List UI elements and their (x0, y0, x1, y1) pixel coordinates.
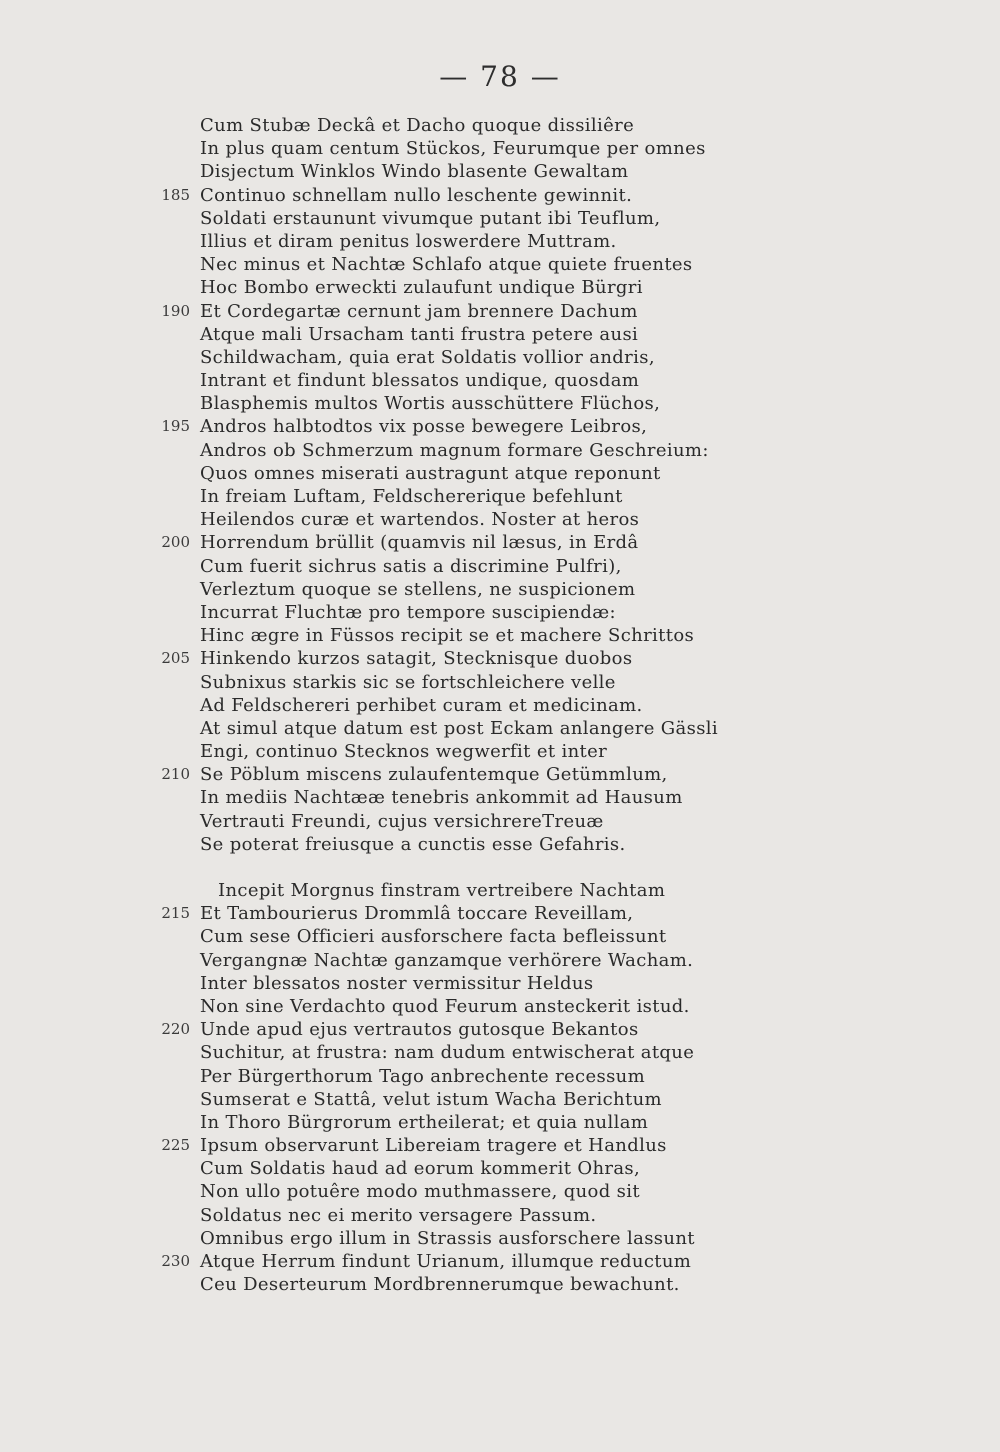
stanza (0, 114, 1000, 856)
line-number: 225 (161, 1136, 190, 1155)
verse-line (0, 276, 1000, 299)
stanza (0, 879, 1000, 1296)
verse-line (0, 1204, 1000, 1227)
line-text: Hinkendo kurzos satagit, Stecknisque duobos (200, 648, 633, 670)
line-text: Soldati erstaununt vivumque putant ibi Teuflum, (200, 207, 661, 229)
line-text: Nec minus et Nachtæ Schlafo atque quiete fruentes (200, 254, 693, 276)
line-text: Vergangnæ Nachtæ ganzamque verhörere Wacham. (200, 949, 694, 971)
line-text: Hinc ægre in Füssos recipit se et machere Schrittos (200, 625, 695, 647)
verse-line (0, 717, 1000, 740)
line-text: Se poterat freiusque a cunctis esse Gefahris. (200, 833, 626, 855)
line-text: Atque Herrum findunt Urianum, illumque reductum (200, 1251, 692, 1272)
verse-line (0, 740, 1000, 763)
verse-line (0, 1227, 1000, 1250)
line-text: Illius et diram penitus loswerdere Muttram. (200, 230, 617, 252)
line-text: Blasphemis multos Wortis ausschüttere Flüchos, (200, 393, 661, 415)
line-text: In mediis Nachtææ tenebris ankommit ad Hausum (200, 787, 683, 809)
line-text: Heilendos curæ et wartendos. Noster at heros (200, 509, 640, 531)
line-text: Inter blessatos noster vermissitur Heldus (200, 972, 594, 994)
line-text: Omnibus ergo illum in Strassis ausforschere lassunt (200, 1227, 695, 1249)
verse-line (0, 949, 1000, 972)
verse-line (0, 392, 1000, 415)
verse-line (0, 439, 1000, 462)
line-text: Et Cordegartæ cernunt jam brennere Dachum (200, 300, 638, 322)
verse-line (0, 1157, 1000, 1180)
line-text: At simul atque datum est post Eckam anlangere Gässli (200, 717, 718, 739)
line-text: Andros ob Schmerzum magnum formare Geschreium: (200, 439, 709, 461)
line-number: 210 (161, 765, 190, 784)
verse-line (0, 207, 1000, 230)
line-text: Cum Stubæ Deckâ et Dacho quoque dissiliêre (200, 115, 635, 136)
line-text: In freiam Luftam, Feldschererique befehlunt (200, 486, 623, 507)
verse-line (0, 925, 1000, 948)
line-text: Schildwacham, quia erat Soldatis vollior andris, (200, 346, 655, 368)
verse-line (0, 485, 1000, 508)
verse-line (0, 879, 1000, 902)
verse-line (0, 647, 1000, 670)
line-text: Atque mali Ursacham tanti frustra petere ausi (200, 323, 639, 345)
line-text: Ipsum observarunt Libereiam tragere et Handlus (200, 1135, 667, 1157)
verse-line (0, 300, 1000, 323)
line-text: Horrendum brüllit (quamvis nil læsus, in Erdâ (200, 532, 639, 554)
line-number: 215 (161, 904, 190, 923)
verse-line (0, 624, 1000, 647)
line-text: Subnixus starkis sic se fortschleichere velle (200, 671, 616, 693)
line-number: 185 (161, 185, 190, 204)
line-text: Continuo schnellam nullo leschente gewinnit. (200, 184, 633, 206)
verse-line (0, 508, 1000, 531)
verse-line (0, 184, 1000, 207)
line-text: Andros halbtodtos vix posse bewegere Leibros, (200, 416, 648, 438)
line-text: Ad Feldschereri perhibet curam et medicinam. (200, 694, 643, 716)
line-text: Cum fuerit sichrus satis a discrimine Pulfri), (200, 555, 622, 577)
line-number: 230 (161, 1252, 190, 1270)
verse-line (0, 1088, 1000, 1111)
line-number: 190 (161, 301, 190, 320)
verse-line (0, 972, 1000, 995)
line-text: Vertrauti Freundi, cujus versichrereTreuæ (200, 810, 604, 832)
verse-line (0, 1111, 1000, 1134)
verse-line (0, 763, 1000, 786)
line-text: Incepit Morgnus finstram vertreibere Nachtam (218, 880, 666, 901)
verse-line (0, 1065, 1000, 1088)
line-text: Hoc Bombo erweckti zulaufunt undique Bürgri (200, 277, 643, 299)
line-number: 200 (161, 533, 190, 552)
verse-line (0, 995, 1000, 1018)
page-number: — 78 — (439, 60, 561, 93)
verse-line (0, 137, 1000, 160)
verse-line (0, 1273, 1000, 1296)
verse-line (0, 601, 1000, 624)
verse-line (0, 1018, 1000, 1041)
line-text: Non ullo potuêre modo muthmassere, quod sit (200, 1181, 640, 1203)
line-text: Suchitur, at frustra: nam dudum entwischerat atque (200, 1042, 695, 1064)
verse-line (0, 462, 1000, 485)
line-text: Disjectum Winklos Windo blasente Gewaltam (200, 161, 629, 183)
verse-line (0, 555, 1000, 578)
verse-line (0, 810, 1000, 833)
line-number: 205 (161, 649, 190, 668)
verse-line (0, 694, 1000, 717)
line-text: Cum sese Officieri ausforschere facta befleissunt (200, 926, 667, 948)
line-number: 220 (161, 1020, 190, 1039)
verse-line (0, 1250, 1000, 1273)
verse-line (0, 369, 1000, 392)
verse-line (0, 346, 1000, 369)
verse-line (0, 114, 1000, 137)
line-text: Verleztum quoque se stellens, ne suspicionem (200, 578, 636, 600)
verse-line (0, 671, 1000, 694)
line-text: In plus quam centum Stückos, Feurumque per omnes (200, 138, 706, 160)
line-text: In Thoro Bürgrorum ertheilerat; et quia nullam (200, 1111, 649, 1133)
line-text: Non sine Verdachto quod Feurum ansteckerit istud. (200, 995, 690, 1017)
line-text: Incurrat Fluchtæ pro tempore suscipiendæ: (200, 601, 616, 623)
verse-line (0, 902, 1000, 925)
verse-line (0, 253, 1000, 276)
line-text: Quos omnes miserati austragunt atque reponunt (200, 462, 661, 484)
line-text: Se Pöblum miscens zulaufentemque Getümmlum, (200, 764, 668, 786)
verse-line (0, 786, 1000, 809)
line-number: 195 (161, 417, 190, 436)
line-text: Ceu Deserteurum Mordbrennerumque bewachunt. (200, 1274, 680, 1296)
line-text: Per Bürgerthorum Tago anbrechente recessum (200, 1065, 646, 1087)
line-text: Intrant et findunt blessatos undique, quosdam (200, 370, 640, 392)
line-text: Soldatus nec ei merito versagere Passum. (200, 1204, 597, 1226)
verse-line (0, 1180, 1000, 1203)
line-text: Sumserat e Stattâ, velut istum Wacha Berichtum (200, 1088, 662, 1110)
verse-line (0, 578, 1000, 601)
verse-line (0, 230, 1000, 253)
verse-line (0, 160, 1000, 183)
verse-line (0, 415, 1000, 438)
line-text: Unde apud ejus vertrautos gutosque Bekantos (200, 1019, 639, 1041)
line-text: Cum Soldatis haud ad eorum kommerit Ohras, (200, 1158, 641, 1180)
line-text: Engi, continuo Stecknos wegwerfit et inter (200, 741, 608, 763)
verse-line (0, 833, 1000, 856)
verse-line (0, 531, 1000, 554)
verse-line (0, 1041, 1000, 1064)
line-text: Et Tambourierus Drommlâ toccare Reveillam, (200, 903, 634, 925)
verse-line (0, 1134, 1000, 1157)
verse-line (0, 323, 1000, 346)
